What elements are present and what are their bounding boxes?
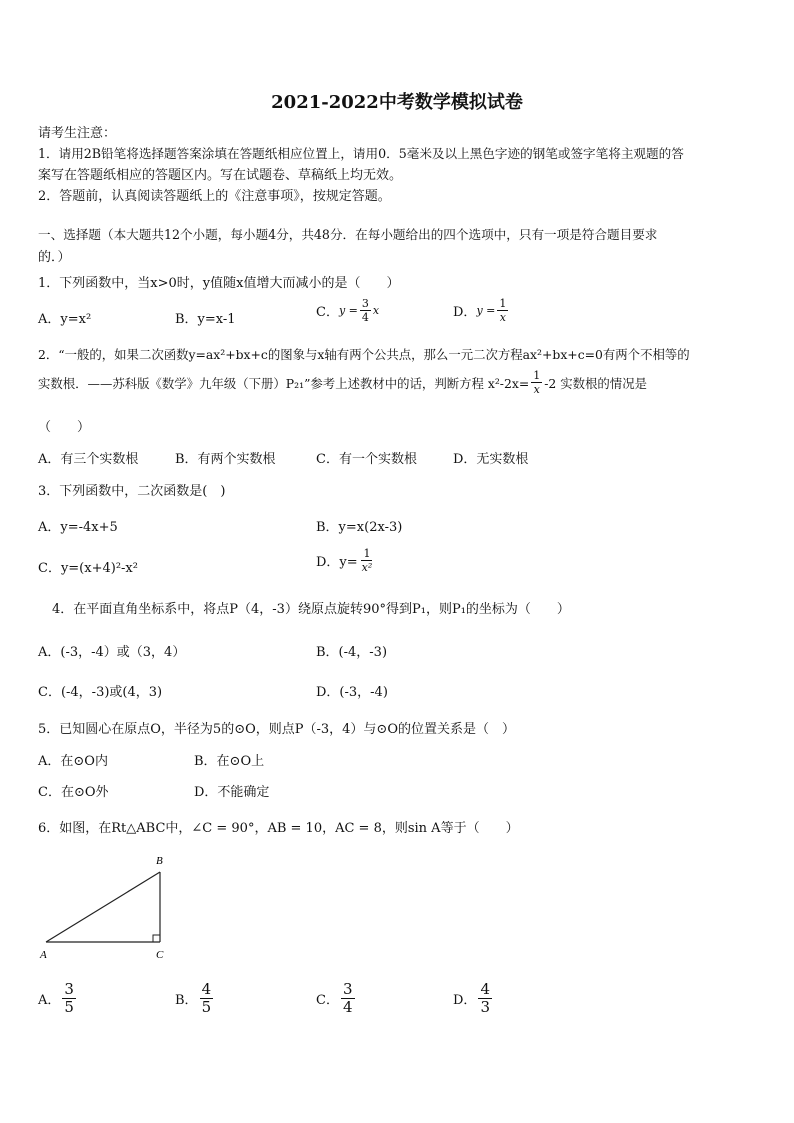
q4-option-a: A．(-3，-4）或（3，4）	[38, 645, 186, 660]
q6-option-d-numerator: 4	[480, 980, 490, 998]
q3-option-b: B．y=x(2x-3)	[316, 520, 403, 535]
q4-option-d: D．(-3，-4)	[316, 685, 388, 700]
q2-option-b: B．有两个实数根	[175, 452, 276, 467]
side-ab	[46, 872, 160, 942]
q3-option-a: A．y=-4x+5	[38, 520, 118, 535]
q5-stem: 5．已知圆心在原点O，半径为5的⊙O，则点P（-3，4）与⊙O的位置关系是（ ）	[38, 722, 515, 737]
q2-option-d: D．无实数根	[453, 452, 529, 467]
q6-option-c-numerator: 3	[342, 980, 353, 998]
q1-option-d-denominator: x	[499, 311, 506, 324]
q1-option-c-fraction	[360, 298, 371, 323]
q2-line-3: （ ）	[38, 420, 91, 435]
section-heading-line-2: 的．）	[38, 250, 71, 265]
q4-option-b: B．(-4，-3)	[316, 645, 388, 660]
q6-option-d-fraction	[478, 982, 492, 1015]
q4-stem: 4．在平面直角坐标系中，将点P（4，-3）绕原点旋转90°得到P₁，则P₁的坐标为（ ）	[52, 602, 570, 617]
q1-option-d-fraction	[497, 298, 508, 323]
q1-option-d-numerator: 1	[499, 297, 507, 310]
q6-option-c-fraction	[341, 982, 355, 1015]
q6-option-c-prefix: C．	[316, 993, 339, 1008]
q3-option-d-denominator: x²	[361, 561, 373, 574]
q6-option-a-prefix: A．	[38, 993, 61, 1008]
page-title: 2021-2022中考数学模拟试卷	[271, 92, 523, 113]
q3-option-d-fraction	[360, 548, 375, 573]
q1-option-c-lhs: y =	[338, 304, 358, 317]
q1-option-d-prefix: D．	[453, 305, 477, 320]
right-triangle-figure	[36, 852, 176, 964]
q6-option-a-fraction	[62, 982, 76, 1015]
q1-stem: 1．下列函数中，当x>0时，y值随x值增大而减小的是（ ）	[38, 276, 400, 291]
right-angle-mark	[153, 935, 160, 942]
notice-heading: 请考生注意：	[38, 126, 117, 141]
q5-option-a: A．在⊙O内	[38, 754, 108, 769]
q6-option-b-fraction	[200, 982, 214, 1015]
q6-option-b	[175, 982, 215, 1015]
q3-option-d	[316, 548, 376, 573]
q6-option-b-denominator: 5	[201, 998, 212, 1016]
q1-option-b: B．y=x-1	[175, 312, 236, 327]
q6-option-b-numerator: 4	[201, 980, 212, 998]
q2-line-2	[38, 370, 647, 395]
q2-option-c: C．有一个实数根	[316, 452, 417, 467]
q3-option-d-numerator: 1	[363, 547, 371, 560]
q2-line-1: 2．“一般的，如果二次函数y=ax²+bx+c的图象与x轴有两个公共点，那么一元二次方程ax²+bx+c=0有两个不相等的	[38, 347, 690, 362]
q4-option-c: C．(-4，-3)或(4，3)	[38, 685, 163, 700]
q2-line-2-text-a: 实数根．——苏科版《数学》九年级（下册）P₂₁”参考上述教材中的话，判断方程 x²-2x=	[38, 375, 530, 391]
vertex-label-a: A	[40, 949, 47, 961]
q1-option-c-denominator: 4	[361, 311, 369, 324]
q6-option-c-denominator: 4	[342, 998, 353, 1016]
q5-option-d: D．不能确定	[194, 785, 270, 800]
q3-stem: 3．下列函数中，二次函数是( )	[38, 484, 226, 499]
q3-option-d-prefix: D．y=	[316, 555, 358, 570]
q1-option-c-prefix: C．	[316, 305, 339, 320]
q1-option-d	[453, 298, 510, 323]
q2-option-a: A．有三个实数根	[38, 452, 139, 467]
q2-line-2-numerator: 1	[533, 369, 541, 382]
q6-option-d-prefix: D．	[453, 993, 477, 1008]
q6-option-d	[453, 982, 494, 1015]
q1-option-c	[316, 298, 379, 323]
q2-line-2-text-b: -2 实数根的情况是	[544, 375, 647, 391]
q2-line-2-fraction	[531, 370, 542, 395]
vertex-label-b: B	[156, 855, 163, 867]
notice-line-1: 1．请用2B铅笔将选择题答案涂填在答题纸相应位置上，请用0．5毫米及以上黑色字迹的钢笔或签字笔将主观题的答	[38, 146, 684, 161]
q2-line-2-denominator: x	[533, 383, 540, 396]
notice-line-2: 案写在答题纸相应的答题区内。写在试题卷、草稿纸上均无效。	[38, 168, 403, 183]
q6-option-d-denominator: 3	[480, 998, 490, 1016]
q1-option-c-numerator: 3	[361, 297, 369, 310]
q1-option-d-lhs: y =	[476, 304, 496, 317]
q6-option-b-prefix: B．	[175, 993, 198, 1008]
q3-option-c: C．y=(x+4)²-x²	[38, 561, 138, 576]
q5-option-c: C．在⊙O外	[38, 785, 109, 800]
vertex-label-c: C	[156, 949, 164, 961]
notice-line-3: 2．答题前，认真阅读答题纸上的《注意事项》，按规定答题。	[38, 189, 391, 204]
q6-option-a	[38, 982, 78, 1015]
q6-option-a-denominator: 5	[64, 998, 74, 1016]
section-heading-line-1: 一、选择题（本大题共12个小题，每小题4分，共48分．在每小题给出的四个选项中，只有一项是符合题目要求	[38, 227, 658, 242]
q1-option-c-var: x	[372, 304, 380, 317]
q6-option-a-numerator: 3	[64, 980, 74, 998]
q5-option-b: B．在⊙O上	[194, 754, 265, 769]
q6-stem: 6．如图，在Rt△ABC中，∠C = 90°，AB = 10，AC = 8，则sin A等于（ ）	[38, 821, 519, 836]
q6-option-c	[316, 982, 357, 1015]
q1-option-a: A．y=x²	[38, 312, 92, 327]
